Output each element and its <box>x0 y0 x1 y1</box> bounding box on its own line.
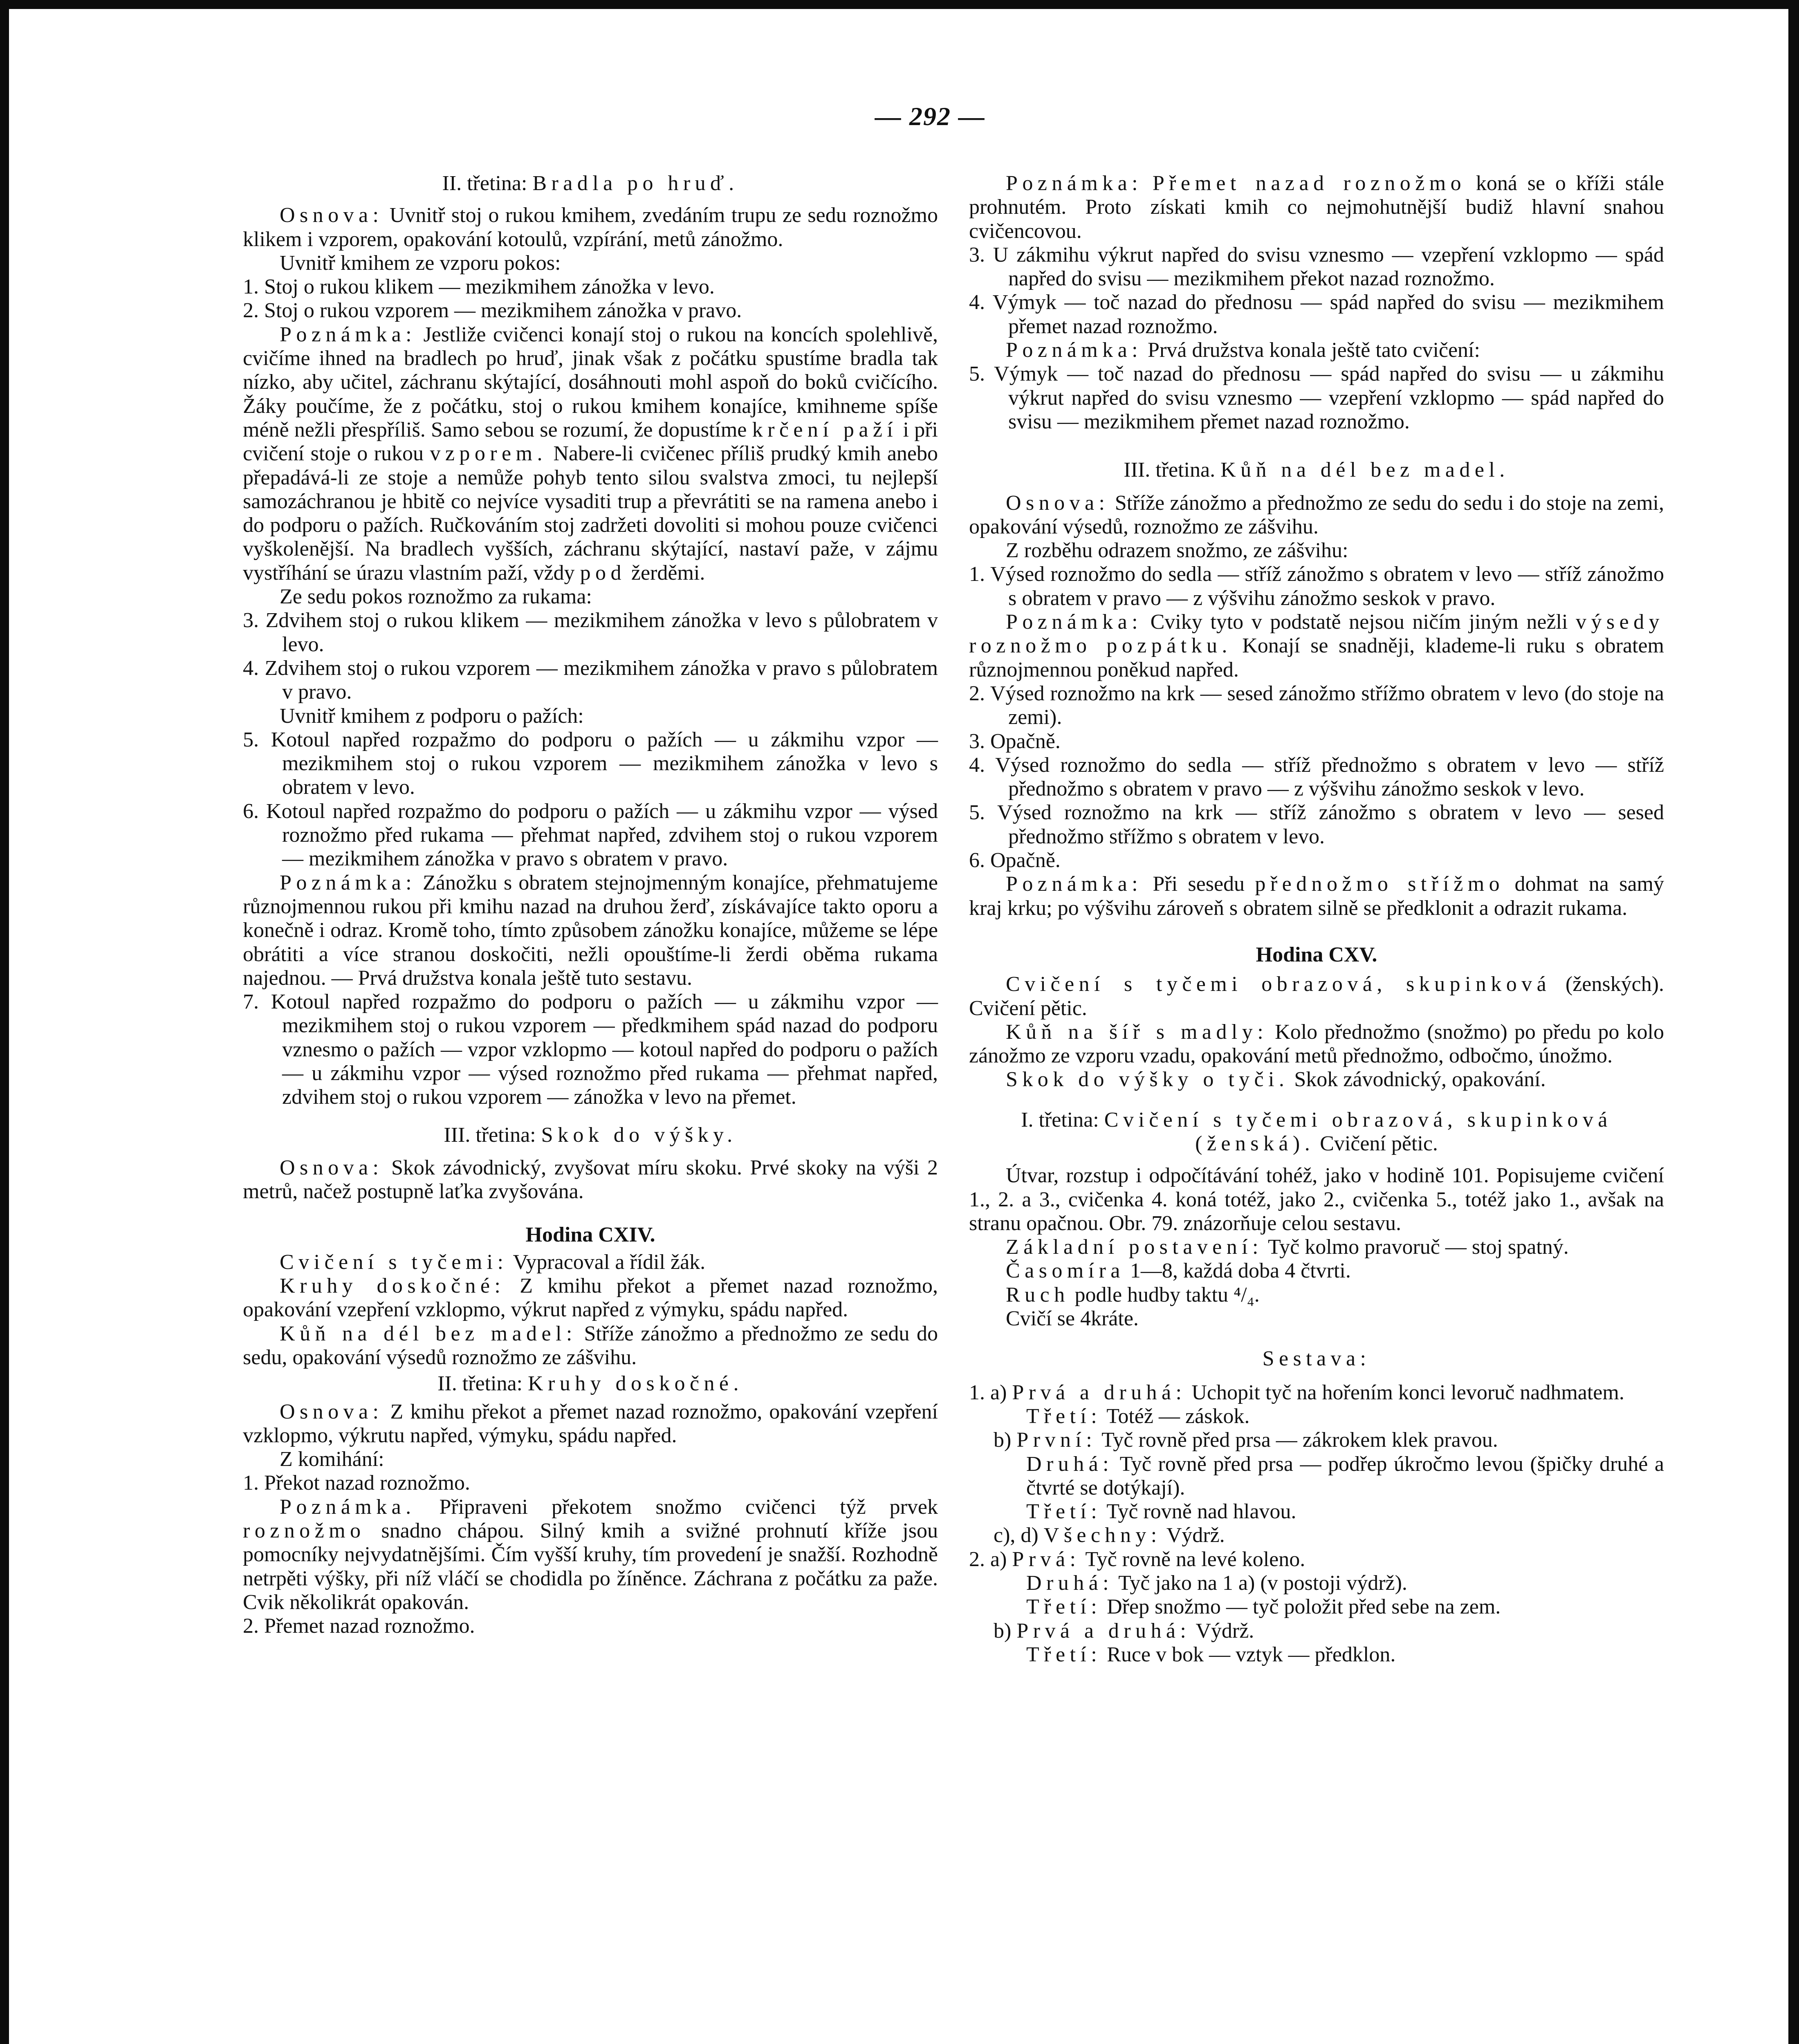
zakladni-postaveni: Základní postavení: Tyč kolmo pravoruč — stoj spatný. <box>1006 1235 1569 1259</box>
sestava-subitem: Třetí: Tyč rovně nad hlavou. <box>1026 1500 1297 1524</box>
intro-sed: Ze sedu pokos roznožmo za rukama: <box>280 585 592 609</box>
list-item: 3. Opačně. <box>969 729 1061 753</box>
note-zanozka: Poznámka: Zánožku s obratem stejnojmenným konajíce, přehmatujeme různojmennou rukou při kmihu nazad na druhou žerď, získávajíce takto oporu a konečně i odraz. Kromě toho, tímto způsobem zánožku konajíce, můžeme se lépe obrátiti a více stranou doskočiti, nežli opouštíme-li žerdi oběma rukama najednou. — Prvá družstva konala ještě tuto sestavu. <box>243 871 938 990</box>
heading-skok: III. třetina: Skok do výšky. <box>444 1123 737 1147</box>
osnova-bradla: Osnova: Uvnitř stoj o rukou kmihem, zvedáním trupu ze sedu roznožmo klikem i vzporem, opakování kotoulů, vzpírání, metů zánožmo. <box>243 204 938 251</box>
heading-bradla: II. třetina: Bradla po hruď. <box>442 172 739 195</box>
sestava-item: b) Prvá a druhá: Výdrž. <box>994 1619 1254 1643</box>
list-item: 6. Kotoul napřed rozpažmo do podporu o pažích — u zákmihu vzpor — výsed roznožmo před rukama — přehmat napřed, zdvihem stoj o rukou vzporem — mezikmihem zánožka v pravo s obratem v pravo. <box>243 799 938 871</box>
sestava-item: 2. a) Prvá: Tyč rovně na levé koleno. <box>969 1547 1306 1571</box>
heading-hodina-cxiv: Hodina CXIV. <box>525 1223 655 1247</box>
program-tyce-zenske: Cvičení s tyčemi obrazová, skupinková (ženských). Cvičení pětic. <box>969 973 1664 1020</box>
utvar-text: Útvar, rozstup i odpočítávání tohéž, jako v hodině 101. Popisujeme cvičení 1., 2. a 3., cvičenka 4. koná totéž, jako 2., cvičenka 5., totéž jako 1., avšak na stranu opačnou. Obr. 79. znázorňuje celou sestavu. <box>969 1164 1664 1235</box>
list-item: 1. Výsed roznožmo do sedla — stříž zánožmo s obratem v levo — stříž zánožmo s obratem v pravo — z výšvihu zánožmo seskok v pravo. <box>969 563 1664 610</box>
note-premet: Poznámka: Přemet nazad roznožmo koná se o kříži stále prohnutém. Proto získati kmih co nejmohutnější budiž hlavní snahou cvičencovou. <box>969 172 1664 243</box>
intro-komihani: Z komihání: <box>280 1448 384 1471</box>
left-column <box>243 172 938 1638</box>
sestava-subitem: Třetí: Dřep snožmo — tyč položit před sebe na zem. <box>1026 1595 1501 1619</box>
list-item: 2. Stoj o rukou vzporem — mezikmihem zánožka v pravo. <box>243 299 742 323</box>
ruch: Ruch podle hudby taktu ⁴/₄. <box>1006 1283 1260 1307</box>
casomira: Časomíra 1—8, každá doba 4 čtvrti. <box>1006 1259 1351 1283</box>
list-item: 4. Zdvihem stoj o rukou vzporem — mezikmihem zánožka v pravo s půlobratem v pravo. <box>243 656 938 704</box>
heading-kun: III. třetina. Kůň na dél bez madel. <box>1124 458 1510 482</box>
note-druzstva: Poznámka: Prvá družstva konala ještě tato cvičení: <box>1006 338 1480 362</box>
program-skok-tyc: Skok do výšky o tyči. Skok závodnický, opakování. <box>1006 1068 1546 1091</box>
program-kun: Kůň na dél bez madel: Stříže zánožmo a přednožmo ze sedu do sedu, opakování výsedů roznožmo ze zášvihu. <box>243 1322 938 1369</box>
intro-kmihem: Uvnitř kmihem ze vzporu pokos: <box>280 251 561 275</box>
program-kruhy: Kruhy doskočné: Z kmihu překot a přemet nazad roznožmo, opakování vzepření vzklopmo, výkrut napřed z výmyku, spádu napřed. <box>243 1274 938 1322</box>
list-item: 5. Výmyk — toč nazad do přednosu — spád napřed do svisu — u zákmihu výkrut napřed do svisu vznesmo — vzepření vzklopmo — spád napřed do svisu — mezikmihem přemet nazad roznožmo. <box>969 362 1664 433</box>
heading-kruhy: II. třetina: Kruhy doskočné. <box>437 1372 743 1396</box>
intro-rozbeh: Z rozběhu odrazem snožmo, ze zášvihu: <box>1006 539 1348 563</box>
sestava-item: c), d) Všechny: Výdrž. <box>994 1524 1225 1547</box>
note-stoj: Poznámka: Jestliže cvičenci konají stoj o rukou na koncích spolehlivě, cvičíme ihned na bradlech po hruď, jinak však z počátku spustíme bradla tak nízko, aby učitel, záchranu skýtající, dosáhnouti mohl aspoň do boků cvičícího. Žáky poučíme, že z počátku, stoj o rukou kmihem konajíce, kmihneme spíše méně nežli přespříliš. Samo sebou se rozumí, že dopustíme krčení paží i při cvičení stoje o rukou vzporem. Nabere-li cvičenec příliš prudký kmih anebo přepadává-li ze stoje a nemůže pohyb tento silou svalstva zmoci, tu nejlepší samozáchranou je hbitě co nejvíce vysaditi trup a převrátiti se na ramena anebo i do podporu o pažích. Ručkováním stoj zadržeti dovoliti si mohou pouze cvičenci vyškolenější. Na bradlech vyšších, záchranu skýtající, nastaví paže, v zájmu vystříhání se úrazu vlastním paží, vždy pod žerděmi. <box>243 323 938 585</box>
sestava-item: b) První: Tyč rovně před prsa — zákrokem klek pravou. <box>994 1428 1498 1452</box>
heading-hodina-cxv: Hodina CXV. <box>1256 943 1377 966</box>
list-item: 4. Výsed roznožmo do sedla — stříž přednožmo s obratem v levo — stříž přednožmo s obratem v pravo — z výšvihu zánožmo seskok v levo. <box>969 753 1664 801</box>
intro-podpor: Uvnitř kmihem z podporu o pažích: <box>280 704 584 728</box>
list-item: 6. Opačně. <box>969 849 1061 872</box>
cvici-se: Cvičí se 4kráte. <box>1006 1307 1139 1331</box>
program-tyce: Cvičení s tyčemi: Vypracoval a řídil žák. <box>280 1250 706 1274</box>
heading-sestava: Sestava: <box>1262 1347 1371 1371</box>
list-item: 7. Kotoul napřed rozpažmo do podporu o pažích — u zákmihu vzpor — mezikmihem stoj o rukou vzporem — předkmihem spád nazad do podporu vznesmo o pažích — vzpor vzklopmo — kotoul napřed do podporu o pažích — u zákmihu vzpor — výsed roznožmo před rukama — přehmat napřed, zdvihem stoj o rukou vzporem — zánožka v levo na přemet. <box>243 990 938 1109</box>
osnova-kun: Osnova: Stříže zánožmo a přednožmo ze sedu do sedu i do stoje na zemi, opakování výsedů, roznožmo ze zášvihu. <box>969 491 1664 538</box>
sestava-subitem: Druhá: Tyč rovně před prsa — podřep úkročmo levou (špičky druhé a čtvrté se dotýkají). <box>1026 1452 1664 1499</box>
heading-tyce-zenske: I. třetina: Cvičení s tyčemi obrazová, skupinková (ženská). Cvičení pětic. <box>1021 1108 1612 1155</box>
list-item: 1. Stoj o rukou klikem — mezikmihem zánožka v levo. <box>243 275 715 299</box>
sestava-subitem: Druhá: Tyč jako na 1 a) (v postoji výdrž). <box>1026 1571 1407 1595</box>
list-item: 1. Překot nazad roznožmo. <box>243 1471 470 1495</box>
note-prekot: Poznámka. Připraveni překotem snožmo cvičenci týž prvek roznožmo snadno chápou. Silný kmih a svižné prohnutí kříže jsou pomocníky nejvydatnějšími. Čím vyšší kruhy, tím provedení je snažší. Rozhodně netrpěti výšky, při níž vláčí se chodidla po žíněnce. Záchrana z počátku za paže. Cvik několikrát opakován. <box>243 1495 938 1614</box>
note-vysedy: Poznámka: Cviky tyto v podstatě nejsou ničím jiným nežli výsedy roznožmo pozpátku. Konají se snadněji, klademe-li ruku s obratem různojmennou poněkud napřed. <box>969 610 1664 681</box>
list-item: 5. Kotoul napřed rozpažmo do podporu o pažích — u zákmihu vzpor — mezikmihem stoj o rukou vzporem — mezikmihem zánožka v levo s obratem v levo. <box>243 728 938 799</box>
osnova-kruhy: Osnova: Z kmihu překot a přemet nazad roznožmo, opakování vzepření vzklopmo, výkrutu napřed, výmyku, spádu napřed. <box>243 1400 938 1447</box>
list-item: 3. U zákmihu výkrut napřed do svisu vznesmo — vzepření vzklopmo — spád napřed do svisu — mezikmihem překot nazad roznožmo. <box>969 243 1664 291</box>
list-item: 3. Zdvihem stoj o rukou klikem — mezikmihem zánožka v levo s půlobratem v levo. <box>243 609 938 656</box>
right-column <box>969 172 1664 1667</box>
note-sesed: Poznámka: Při sesedu přednožmo střížmo dohmat na samý kraj krku; po výšvihu zároveň s obratem silně se předklonit a odrazit rukama. <box>969 872 1664 920</box>
sestava-item: 1. a) Prvá a druhá: Uchopit tyč na hořením konci levoruč nadhmatem. <box>969 1381 1624 1404</box>
sestava-subitem: Třetí: Totéž — záskok. <box>1026 1404 1250 1428</box>
page-number: — 292 — <box>875 102 985 131</box>
list-item: 5. Výsed roznožmo na krk — stříž zánožmo s obratem v levo — sesed přednožmo střížmo s obratem v levo. <box>969 801 1664 848</box>
list-item: 2. Výsed roznožmo na krk — sesed zánožmo střížmo obratem v levo (do stoje na zemi). <box>969 681 1664 729</box>
list-item: 2. Přemet nazad roznožmo. <box>243 1614 475 1638</box>
list-item: 4. Výmyk — toč nazad do přednosu — spád napřed do svisu — mezikmihem přemet nazad roznožmo. <box>969 291 1664 338</box>
osnova-skok: Osnova: Skok závodnický, zvyšovat míru skoku. Prvé skoky na výši 2 metrů, načež postupně laťka zvyšována. <box>243 1156 938 1204</box>
sestava-subitem: Třetí: Ruce v bok — vztyk — předklon. <box>1026 1643 1396 1666</box>
program-kun-sir: Kůň na šíř s madly: Kolo přednožmo (snožmo) po předu po kolo zánožmo ze vzporu vzadu, opakování metů přednožmo, odbočmo, únožmo. <box>969 1020 1664 1068</box>
